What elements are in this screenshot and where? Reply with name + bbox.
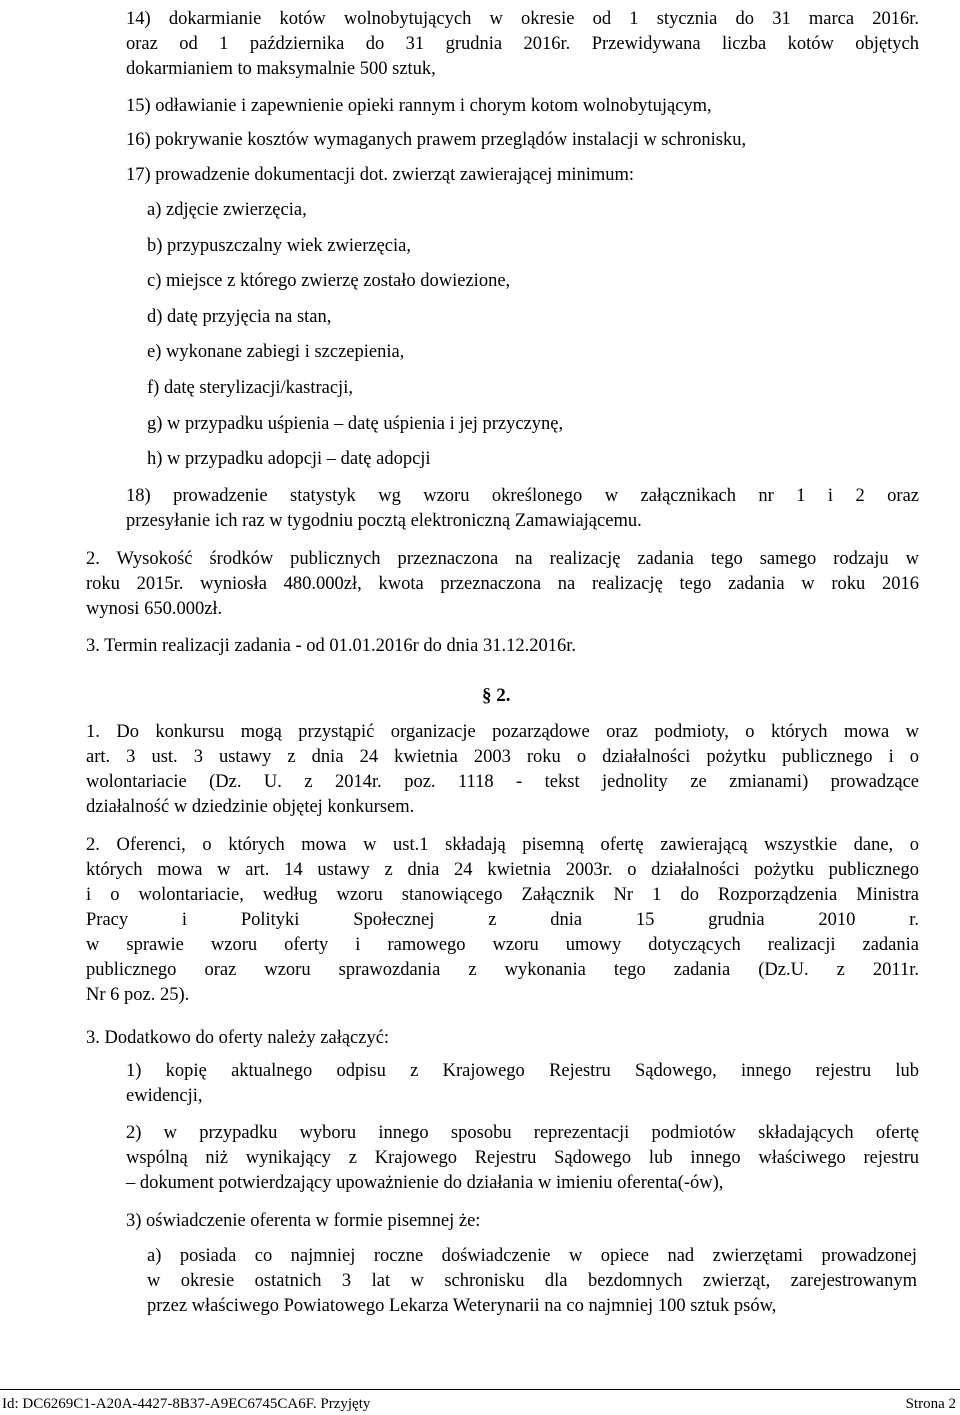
section2-point-2-line: Nr 6 poz. 25). — [86, 985, 190, 1005]
item-17-subitem: a) zdjęcie zwierzęcia, — [147, 200, 307, 220]
item-17-subitem: g) w przypadku uśpienia – datę uśpienia i jej przyczynę, — [147, 413, 564, 434]
section2-point-2-line: Pracy i Polityki Społecznej z dnia 15 grudnia 2010 r. — [86, 910, 919, 930]
item-17-subitem: h) w przypadku adopcji – datę adopcji — [147, 449, 431, 470]
item-18-line: przesyłanie ich raz w tygodniu pocztą elektroniczną Zamawiającemu. — [126, 511, 642, 531]
point-2-line: 2. Wysokość środków publicznych przeznaczona na realizację zadania tego samego rodzaju w — [86, 549, 919, 569]
item-15-line: 15) odławianie i zapewnienie opieki rannym i chorym kotom wolnobytującym, — [126, 96, 712, 116]
section2-point-2-line: 2. Oferenci, o których mowa w ust.1 składają pisemną ofertę zawierającą wszystkie dane, o — [86, 835, 919, 855]
item-17-subitem: d) datę przyjęcia na stan, — [147, 306, 332, 327]
section2-point-2-line: w sprawie wzoru oferty i ramowego wzoru umowy dotyczących realizacji zadania — [86, 935, 919, 955]
attachment-1-line: ewidencji, — [126, 1086, 203, 1106]
point-2-line: wynosi 650.000zł. — [86, 599, 223, 619]
section2-point-3-line: 3. Dodatkowo do oferty należy załączyć: — [86, 1028, 390, 1048]
item-14-line: 14) dokarmianie kotów wolnobytujących w okresie od 1 stycznia do 31 marca 2016r. — [126, 9, 919, 29]
attachment-1-line: 1) kopię aktualnego odpisu z Krajowego Rejestru Sądowego, innego rejestru lub — [126, 1061, 919, 1081]
item-17-subitem: f) datę sterylizacji/kastracji, — [147, 378, 353, 398]
item-14-line: dokarmianiem to maksymalnie 500 sztuk, — [126, 59, 436, 79]
item-17-subitem: e) wykonane zabiegi i szczepienia, — [147, 342, 405, 363]
attachment-3a-line: w okresie ostatnich 3 lat w schronisku dla bezdomnych zwierząt, zarejestrowanym — [147, 1271, 917, 1291]
section2-point-2-line: i o wolontariacie, według wzoru stanowiącego Załącznik Nr 1 do Rozporządzenia Ministra — [86, 885, 919, 905]
attachment-3a-line: przez właściwego Powiatowego Lekarza Weterynarii na co najmniej 100 sztuk psów, — [147, 1296, 777, 1316]
section2-point-1-line: art. 3 ust. 3 ustawy z dnia 24 kwietnia 2003 roku o działalności pożytku publicznego i o — [86, 747, 919, 767]
section2-point-2-line: publicznego oraz wzoru sprawozdania z wykonania tego zadania (Dz.U. z 2011r. — [86, 960, 919, 980]
section2-point-1-line: 1. Do konkursu mogą przystąpić organizacje pozarządowe oraz podmioty, o których mowa w — [86, 722, 919, 742]
attachment-3-line: 3) oświadczenie oferenta w formie pisemnej że: — [126, 1211, 481, 1231]
item-17-subitem: c) miejsce z którego zwierzę zostało dowiezione, — [147, 271, 511, 292]
attachment-2-line: wspólną niż wynikający z Krajowego Rejestru Sądowego lub innego właściwego rejestru — [126, 1148, 919, 1168]
item-16-line: 16) pokrywanie kosztów wymaganych prawem przeglądów instalacji w schronisku, — [126, 130, 747, 150]
attachment-2-line: – dokument potwierdzający upoważnienie do działania w imieniu oferenta(-ów), — [126, 1173, 724, 1193]
section2-point-1-line: wolontariacie (Dz. U. z 2014r. poz. 1118 - tekst jednolity ze zmianami) prowadzące — [86, 772, 919, 792]
point-3-line: 3. Termin realizacji zadania - od 01.01.2016r do dnia 31.12.2016r. — [86, 636, 577, 656]
point-2-line: roku 2015r. wyniosła 480.000zł, kwota przeznaczona na realizację tego zadania w roku 2016 — [86, 574, 919, 594]
item-14-line: oraz od 1 października do 31 grudnia 2016r. Przewidywana liczba kotów objętych — [126, 34, 919, 54]
section-heading: § 2. — [482, 685, 511, 706]
footer-document-id: Id: DC6269C1-A20A-4427-8B37-A9EC6745CA6F. Przyjęty — [2, 1396, 371, 1412]
item-18-line: 18) prowadzenie statystyk wg wzoru określonego w załącznikach nr 1 i 2 oraz — [126, 486, 919, 506]
footer-divider — [0, 1389, 960, 1390]
attachment-2-line: 2) w przypadku wyboru innego sposobu reprezentacji podmiotów składających ofertę — [126, 1123, 919, 1143]
item-17-subitem: b) przypuszczalny wiek zwierzęcia, — [147, 235, 411, 256]
item-17-line: 17) prowadzenie dokumentacji dot. zwierząt zawierającej minimum: — [126, 165, 635, 185]
attachment-3a-line: a) posiada co najmniej roczne doświadczenie w opiece nad zwierzętami prowadzonej — [147, 1246, 917, 1266]
section2-point-1-line: działalność w dziedzinie objętej konkursem. — [86, 797, 415, 817]
footer-page-number: Strona 2 — [905, 1396, 956, 1412]
section2-point-2-line: których mowa w art. 14 ustawy z dnia 24 kwietnia 2003r. o działalności pożytku publicznego — [86, 860, 919, 880]
